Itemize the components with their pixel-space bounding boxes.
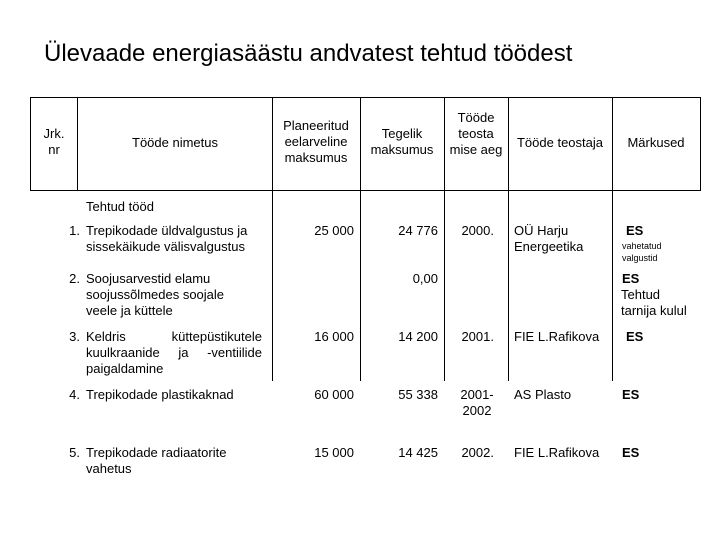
row-note-text: Tehtud tarnija kulul <box>621 287 687 318</box>
header-time: Tööde teosta mise aeg <box>449 110 503 157</box>
row-planned: 25 000 <box>314 223 354 238</box>
row-time: 2001- 2002 <box>460 387 494 418</box>
row-performer: FIE L.Rafikova <box>514 329 600 344</box>
row-performer: FIE L.Rafikova <box>514 445 600 460</box>
row-name: vahetus <box>86 461 132 476</box>
row-note-mark: ES <box>622 271 640 286</box>
row-note-mark: ES <box>626 223 644 238</box>
row-name: Trepikodade radiaatorite <box>86 445 227 460</box>
header-notes: Märkused <box>627 135 685 150</box>
row-name: Keldris küttepüstikutele <box>86 329 262 344</box>
grid-line <box>700 97 701 190</box>
row-planned: 16 000 <box>314 329 354 344</box>
row-time: 2000. <box>461 223 494 238</box>
row-performer: OÜ Harju Energeetika <box>514 223 584 254</box>
row-name: veele ja küttele <box>86 303 173 318</box>
row-name: soojussõlmedes soojale <box>86 287 225 302</box>
header-name: Tööde nimetus <box>132 135 218 150</box>
grid-line <box>360 97 361 381</box>
grid-line <box>612 97 613 381</box>
row-planned: 60 000 <box>314 387 354 402</box>
row-time: 2002. <box>461 445 494 460</box>
row-note-text: vahetatud valgustid <box>622 241 662 263</box>
row-actual: 14 425 <box>398 445 438 460</box>
row-performer: AS Plasto <box>514 387 572 402</box>
row-actual: 14 200 <box>398 329 438 344</box>
grid-line <box>30 97 701 98</box>
row-name: paigaldamine <box>86 361 164 376</box>
grid-line <box>30 190 701 191</box>
section-label: Tehtud tööd <box>86 199 154 214</box>
row-name: Soojusarvestid elamu <box>86 271 211 286</box>
grid-line <box>272 97 273 381</box>
grid-line <box>30 97 31 190</box>
row-time: 2001. <box>461 329 494 344</box>
page-title: Ülevaade energiasäästu andvatest tehtud töödest <box>44 40 573 67</box>
row-name: Trepikodade plastikaknad <box>86 387 234 402</box>
row-actual: 55 338 <box>398 387 438 402</box>
row-nr: 1. <box>69 223 80 238</box>
grid-line <box>444 97 445 381</box>
row-actual: 24 776 <box>398 223 438 238</box>
grid-line <box>77 97 78 190</box>
row-nr: 4. <box>69 387 80 402</box>
header-nr: Jrk. nr <box>43 126 65 157</box>
row-name: sissekäikude välisvalgustus <box>86 239 245 254</box>
row-name: kuulkraanide ja -ventiilide <box>86 345 262 360</box>
row-nr: 5. <box>69 445 80 460</box>
header-performer: Tööde teostaja <box>516 135 603 150</box>
row-note-mark: ES <box>626 329 644 344</box>
grid-line <box>508 97 509 381</box>
row-planned: 15 000 <box>314 445 354 460</box>
row-note-mark: ES <box>622 445 640 460</box>
row-name: Trepikodade üldvalgustus ja <box>86 223 248 238</box>
row-note-mark: ES <box>622 387 640 402</box>
row-nr: 2. <box>69 271 80 286</box>
row-actual: 0,00 <box>412 271 438 286</box>
row-nr: 3. <box>69 329 80 344</box>
header-actual: Tegelik maksumus <box>370 126 434 157</box>
header-planned: Planeeritud eelarveline maksumus <box>283 118 349 165</box>
